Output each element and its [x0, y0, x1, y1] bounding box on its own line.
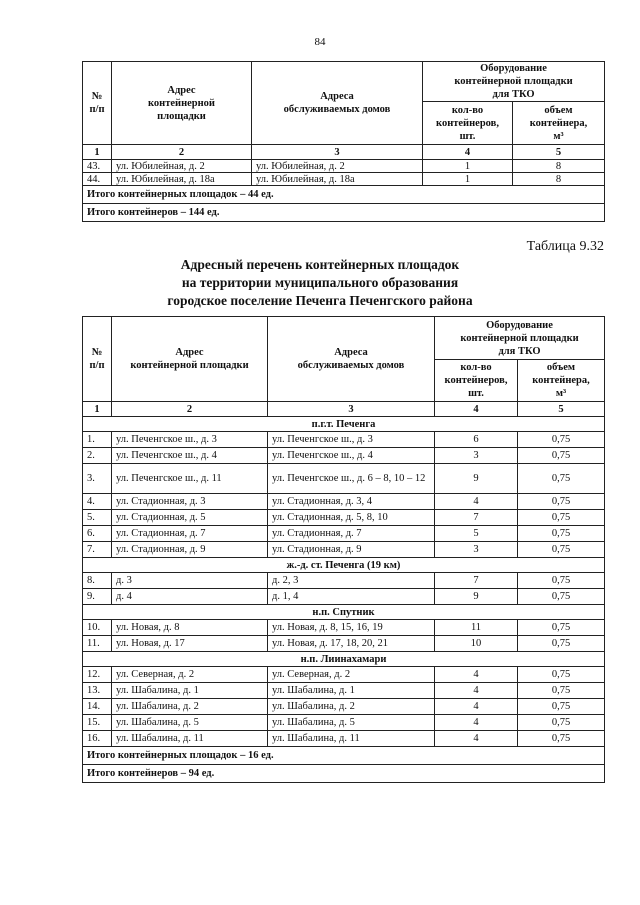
site-address: ул. Шабалина, д. 5: [112, 715, 268, 731]
column-number: 4: [423, 145, 513, 160]
row-number: 11.: [83, 636, 112, 652]
container-count: 4: [435, 699, 518, 715]
container-count: 1: [423, 173, 513, 186]
row-number: 7.: [83, 542, 112, 558]
served-houses: ул. Юбилейная, д. 2: [252, 160, 423, 173]
table-row: [83, 160, 605, 173]
row-number: 5.: [83, 510, 112, 526]
section-name: н.п. Лиинахамари: [83, 652, 605, 667]
table-row: [83, 589, 605, 605]
table-row: [83, 526, 605, 542]
row-number: 13.: [83, 683, 112, 699]
column-number: 4: [435, 402, 518, 417]
container-volume: 0,75: [518, 699, 605, 715]
row-number: 1.: [83, 432, 112, 448]
site-address: д. 4: [112, 589, 268, 605]
header-equipment: Оборудование контейнерной площадки для ТКО: [435, 317, 605, 360]
row-number: 14.: [83, 699, 112, 715]
header-address: Адрес контейнерной площадки: [112, 62, 252, 145]
header-volume: объем контейнера, м³: [518, 360, 605, 402]
container-volume: 0,75: [518, 542, 605, 558]
container-volume: 0,75: [518, 432, 605, 448]
table-continuation: [82, 61, 605, 222]
container-count: 6: [435, 432, 518, 448]
served-houses: д. 2, 3: [268, 573, 435, 589]
table-row: [83, 636, 605, 652]
container-count: 4: [435, 667, 518, 683]
container-volume: 0,75: [518, 573, 605, 589]
container-volume: 0,75: [518, 667, 605, 683]
title-line: городское поселение Печенга Печенгского района: [167, 293, 473, 308]
container-count: 1: [423, 160, 513, 173]
table-row: [83, 573, 605, 589]
container-volume: 0,75: [518, 464, 605, 494]
container-volume: 8: [513, 173, 605, 186]
table-row: [83, 494, 605, 510]
header-volume: объем контейнера, м³: [513, 102, 605, 145]
container-volume: 8: [513, 160, 605, 173]
column-number: 3: [252, 145, 423, 160]
container-count: 4: [435, 494, 518, 510]
row-number: 4.: [83, 494, 112, 510]
header-address: Адрес контейнерной площадки: [112, 317, 268, 402]
section-name: ж.-д. ст. Печенга (19 км): [83, 558, 605, 573]
site-address: ул. Стадионная, д. 3: [112, 494, 268, 510]
served-houses: ул. Новая, д. 8, 15, 16, 19: [268, 620, 435, 636]
container-volume: 0,75: [518, 494, 605, 510]
served-houses: ул. Шабалина, д. 11: [268, 731, 435, 747]
row-number: 3.: [83, 464, 112, 494]
container-volume: 0,75: [518, 589, 605, 605]
container-count: 4: [435, 683, 518, 699]
column-number: 5: [513, 145, 605, 160]
table-row: [83, 542, 605, 558]
title-line: на территории муниципального образования: [181, 275, 459, 290]
site-address: ул. Печенгское ш., д. 3: [112, 432, 268, 448]
total-sites-row: [83, 186, 605, 204]
site-address: ул. Новая, д. 17: [112, 636, 268, 652]
section-row: [83, 652, 605, 667]
section-name: п.г.т. Печенга: [83, 417, 605, 432]
page-number: 84: [314, 36, 326, 48]
container-volume: 0,75: [518, 620, 605, 636]
table-row: [83, 699, 605, 715]
total-sites: Итого контейнерных площадок – 44 ед.: [83, 186, 605, 204]
column-number: 1: [83, 145, 112, 160]
site-address: д. 3: [112, 573, 268, 589]
table-row: [83, 683, 605, 699]
table-row: [83, 173, 605, 186]
container-volume: 0,75: [518, 510, 605, 526]
served-houses: ул. Шабалина, д. 2: [268, 699, 435, 715]
table-title: [0, 256, 640, 310]
served-houses: ул. Северная, д. 2: [268, 667, 435, 683]
served-houses: ул. Печенгское ш., д. 3: [268, 432, 435, 448]
row-number: 44.: [83, 173, 112, 186]
header-houses: Адреса обслуживаемых домов: [268, 317, 435, 402]
row-number: 15.: [83, 715, 112, 731]
served-houses: д. 1, 4: [268, 589, 435, 605]
table-container-sites: [82, 316, 605, 783]
container-volume: 0,75: [518, 526, 605, 542]
column-number: 1: [83, 402, 112, 417]
container-count: 7: [435, 510, 518, 526]
served-houses: ул. Печенгское ш., д. 6 – 8, 10 – 12: [268, 464, 435, 494]
table-row: [83, 715, 605, 731]
served-houses: ул. Новая, д. 17, 18, 20, 21: [268, 636, 435, 652]
container-volume: 0,75: [518, 683, 605, 699]
total-containers-row: [83, 204, 605, 222]
site-address: ул. Юбилейная, д. 2: [112, 160, 252, 173]
header-equipment: Оборудование контейнерной площадки для ТКО: [423, 62, 605, 102]
section-row: [83, 558, 605, 573]
table-row: [83, 667, 605, 683]
row-number: 12.: [83, 667, 112, 683]
served-houses: ул. Стадионная, д. 3, 4: [268, 494, 435, 510]
site-address: ул. Стадионная, д. 5: [112, 510, 268, 526]
site-address: ул. Шабалина, д. 1: [112, 683, 268, 699]
site-address: ул. Печенгское ш., д. 11: [112, 464, 268, 494]
table-row: [83, 464, 605, 494]
container-count: 10: [435, 636, 518, 652]
row-number: 10.: [83, 620, 112, 636]
served-houses: ул. Шабалина, д. 1: [268, 683, 435, 699]
container-volume: 0,75: [518, 636, 605, 652]
total-containers: Итого контейнеров – 94 ед.: [83, 765, 605, 783]
table-row: [83, 731, 605, 747]
site-address: ул. Северная, д. 2: [112, 667, 268, 683]
container-count: 4: [435, 731, 518, 747]
container-volume: 0,75: [518, 715, 605, 731]
header-num: № п/п: [83, 62, 112, 145]
container-count: 4: [435, 715, 518, 731]
row-number: 16.: [83, 731, 112, 747]
table-caption: Таблица 9.32: [526, 239, 604, 254]
served-houses: ул. Стадионная, д. 7: [268, 526, 435, 542]
header-count: кол-во контейнеров, шт.: [435, 360, 518, 402]
total-sites-row: [83, 747, 605, 765]
section-row: [83, 605, 605, 620]
header-houses: Адреса обслуживаемых домов: [252, 62, 423, 145]
row-number: 8.: [83, 573, 112, 589]
container-volume: 0,75: [518, 731, 605, 747]
site-address: ул. Новая, д. 8: [112, 620, 268, 636]
total-containers: Итого контейнеров – 144 ед.: [83, 204, 605, 222]
column-numbers-row: [83, 145, 605, 160]
container-count: 3: [435, 542, 518, 558]
container-count: 11: [435, 620, 518, 636]
container-count: 9: [435, 589, 518, 605]
section-row: [83, 417, 605, 432]
row-number: 6.: [83, 526, 112, 542]
container-count: 7: [435, 573, 518, 589]
row-number: 43.: [83, 160, 112, 173]
table-row: [83, 510, 605, 526]
site-address: ул. Шабалина, д. 11: [112, 731, 268, 747]
section-name: н.п. Спутник: [83, 605, 605, 620]
served-houses: ул. Печенгское ш., д. 4: [268, 448, 435, 464]
container-count: 9: [435, 464, 518, 494]
site-address: ул. Стадионная, д. 9: [112, 542, 268, 558]
row-number: 2.: [83, 448, 112, 464]
served-houses: ул. Юбилейная, д. 18а: [252, 173, 423, 186]
served-houses: ул. Шабалина, д. 5: [268, 715, 435, 731]
site-address: ул. Шабалина, д. 2: [112, 699, 268, 715]
site-address: ул. Юбилейная, д. 18а: [112, 173, 252, 186]
total-sites: Итого контейнерных площадок – 16 ед.: [83, 747, 605, 765]
served-houses: ул. Стадионная, д. 5, 8, 10: [268, 510, 435, 526]
served-houses: ул. Стадионная, д. 9: [268, 542, 435, 558]
table-row: [83, 620, 605, 636]
total-containers-row: [83, 765, 605, 783]
table-row: [83, 432, 605, 448]
column-number: 3: [268, 402, 435, 417]
header-count: кол-во контейнеров, шт.: [423, 102, 513, 145]
title-line: Адресный перечень контейнерных площадок: [180, 257, 460, 272]
row-number: 9.: [83, 589, 112, 605]
site-address: ул. Печенгское ш., д. 4: [112, 448, 268, 464]
site-address: ул. Стадионная, д. 7: [112, 526, 268, 542]
column-number: 2: [112, 402, 268, 417]
container-volume: 0,75: [518, 448, 605, 464]
table-row: [83, 448, 605, 464]
header-num: № п/п: [83, 317, 112, 402]
container-count: 3: [435, 448, 518, 464]
column-number: 2: [112, 145, 252, 160]
container-count: 5: [435, 526, 518, 542]
column-number: 5: [518, 402, 605, 417]
column-numbers-row: [83, 402, 605, 417]
